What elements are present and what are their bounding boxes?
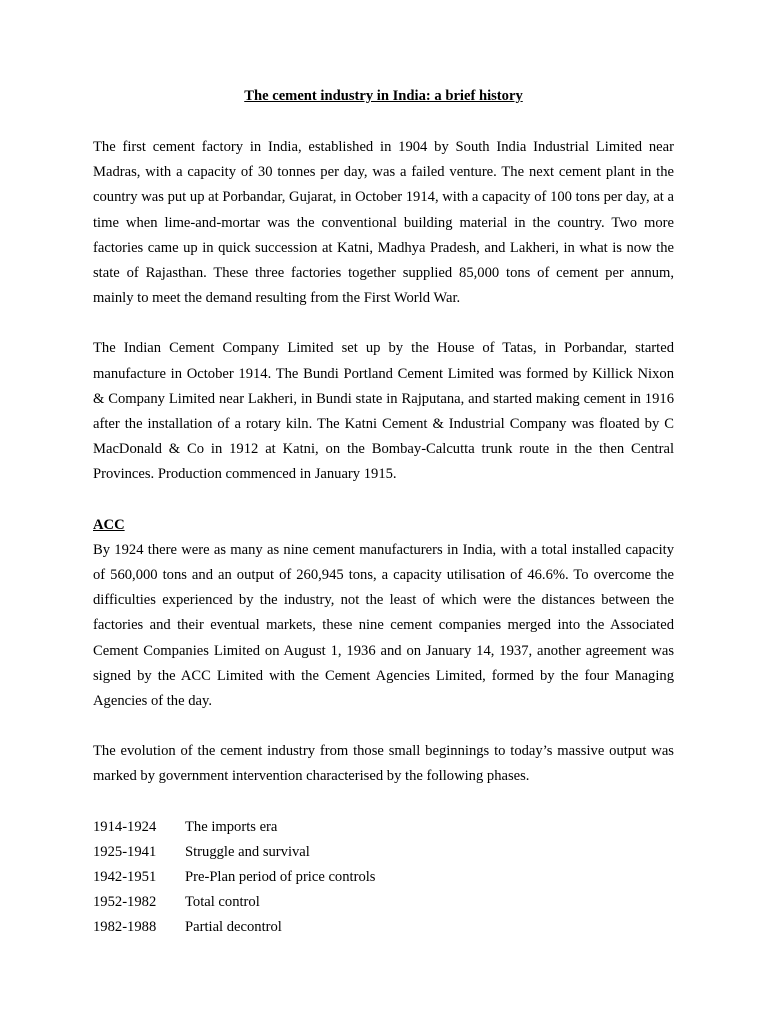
phase-years: 1982-1988 — [93, 919, 157, 936]
phase-row — [93, 815, 674, 840]
phase-label: Partial decontrol — [185, 919, 282, 936]
phase-row — [93, 865, 674, 890]
document-title: The cement industry in India: a brief history — [244, 88, 523, 104]
phase-label: Pre-Plan period of price controls — [185, 869, 376, 886]
phases-list — [93, 815, 674, 941]
phase-row — [93, 915, 674, 940]
phase-label: Struggle and survival — [185, 843, 310, 860]
evolution-paragraph: The evolution of the cement industry from those small beginnings to today’s massive output was marked by government intervention characterised by the following phases. — [93, 743, 674, 785]
phase-years: 1952-1982 — [93, 894, 157, 911]
intro-paragraph: The first cement factory in India, established in 1904 by South India Industrial Limited near Madras, with a capacity of 30 tonnes per day, was a failed venture. The next cement plant in the country was put up at Porbandar, Gujarat, in October 1914, with a capacity of 100 tons per day, at a time when lime-and-mortar was the conventional building material in the country. Two more factories came up in quick succession at Katni, Madhya Pradesh, and Lakheri, in what is now the state of Rajasthan. These three factories together supplied 85,000 tons of cement per annum, mainly to meet the demand resulting from the First World War. — [93, 139, 674, 307]
phase-row — [93, 890, 674, 915]
section-heading-acc: ACC — [93, 516, 125, 533]
phase-years: 1925-1941 — [93, 843, 157, 860]
phase-years: 1914-1924 — [93, 818, 157, 835]
phase-label: Total control — [185, 894, 260, 911]
phase-years: 1942-1951 — [93, 869, 157, 886]
acc-paragraph: By 1924 there were as many as nine cement manufacturers in India, with a total installed capacity of 560,000 tons and an output of 260,945 tons, a capacity utilisation of 46.6%. To overcome the difficulties experienced by the industry, not the least of which were the distances between the factories and their eventual markets, these nine cement companies merged into the Associated Cement Companies Limited on August 1, 1936 and on January 14, 1937, another agreement was signed by the ACC Limited with the Cement Agencies Limited, formed by the four Managing Agencies of the day. — [93, 541, 674, 710]
companies-paragraph: The Indian Cement Company Limited set up by the House of Tatas, in Porbandar, started manufacture in October 1914. The Bundi Portland Cement Limited was formed by Killick Nixon & Company Limited near Lakheri, in Bundi state in Rajputana, and started making cement in 1916 after the installation of a rotary kiln. The Katni Cement & Industrial Company was floated by C MacDonald & Co in 1912 at Katni, on the Bombay-Calcutta trunk route in the then Central Provinces. Production commenced in January 1915. — [93, 340, 674, 483]
phase-row — [93, 840, 674, 865]
phase-label: The imports era — [185, 818, 278, 835]
document-page — [93, 86, 674, 941]
